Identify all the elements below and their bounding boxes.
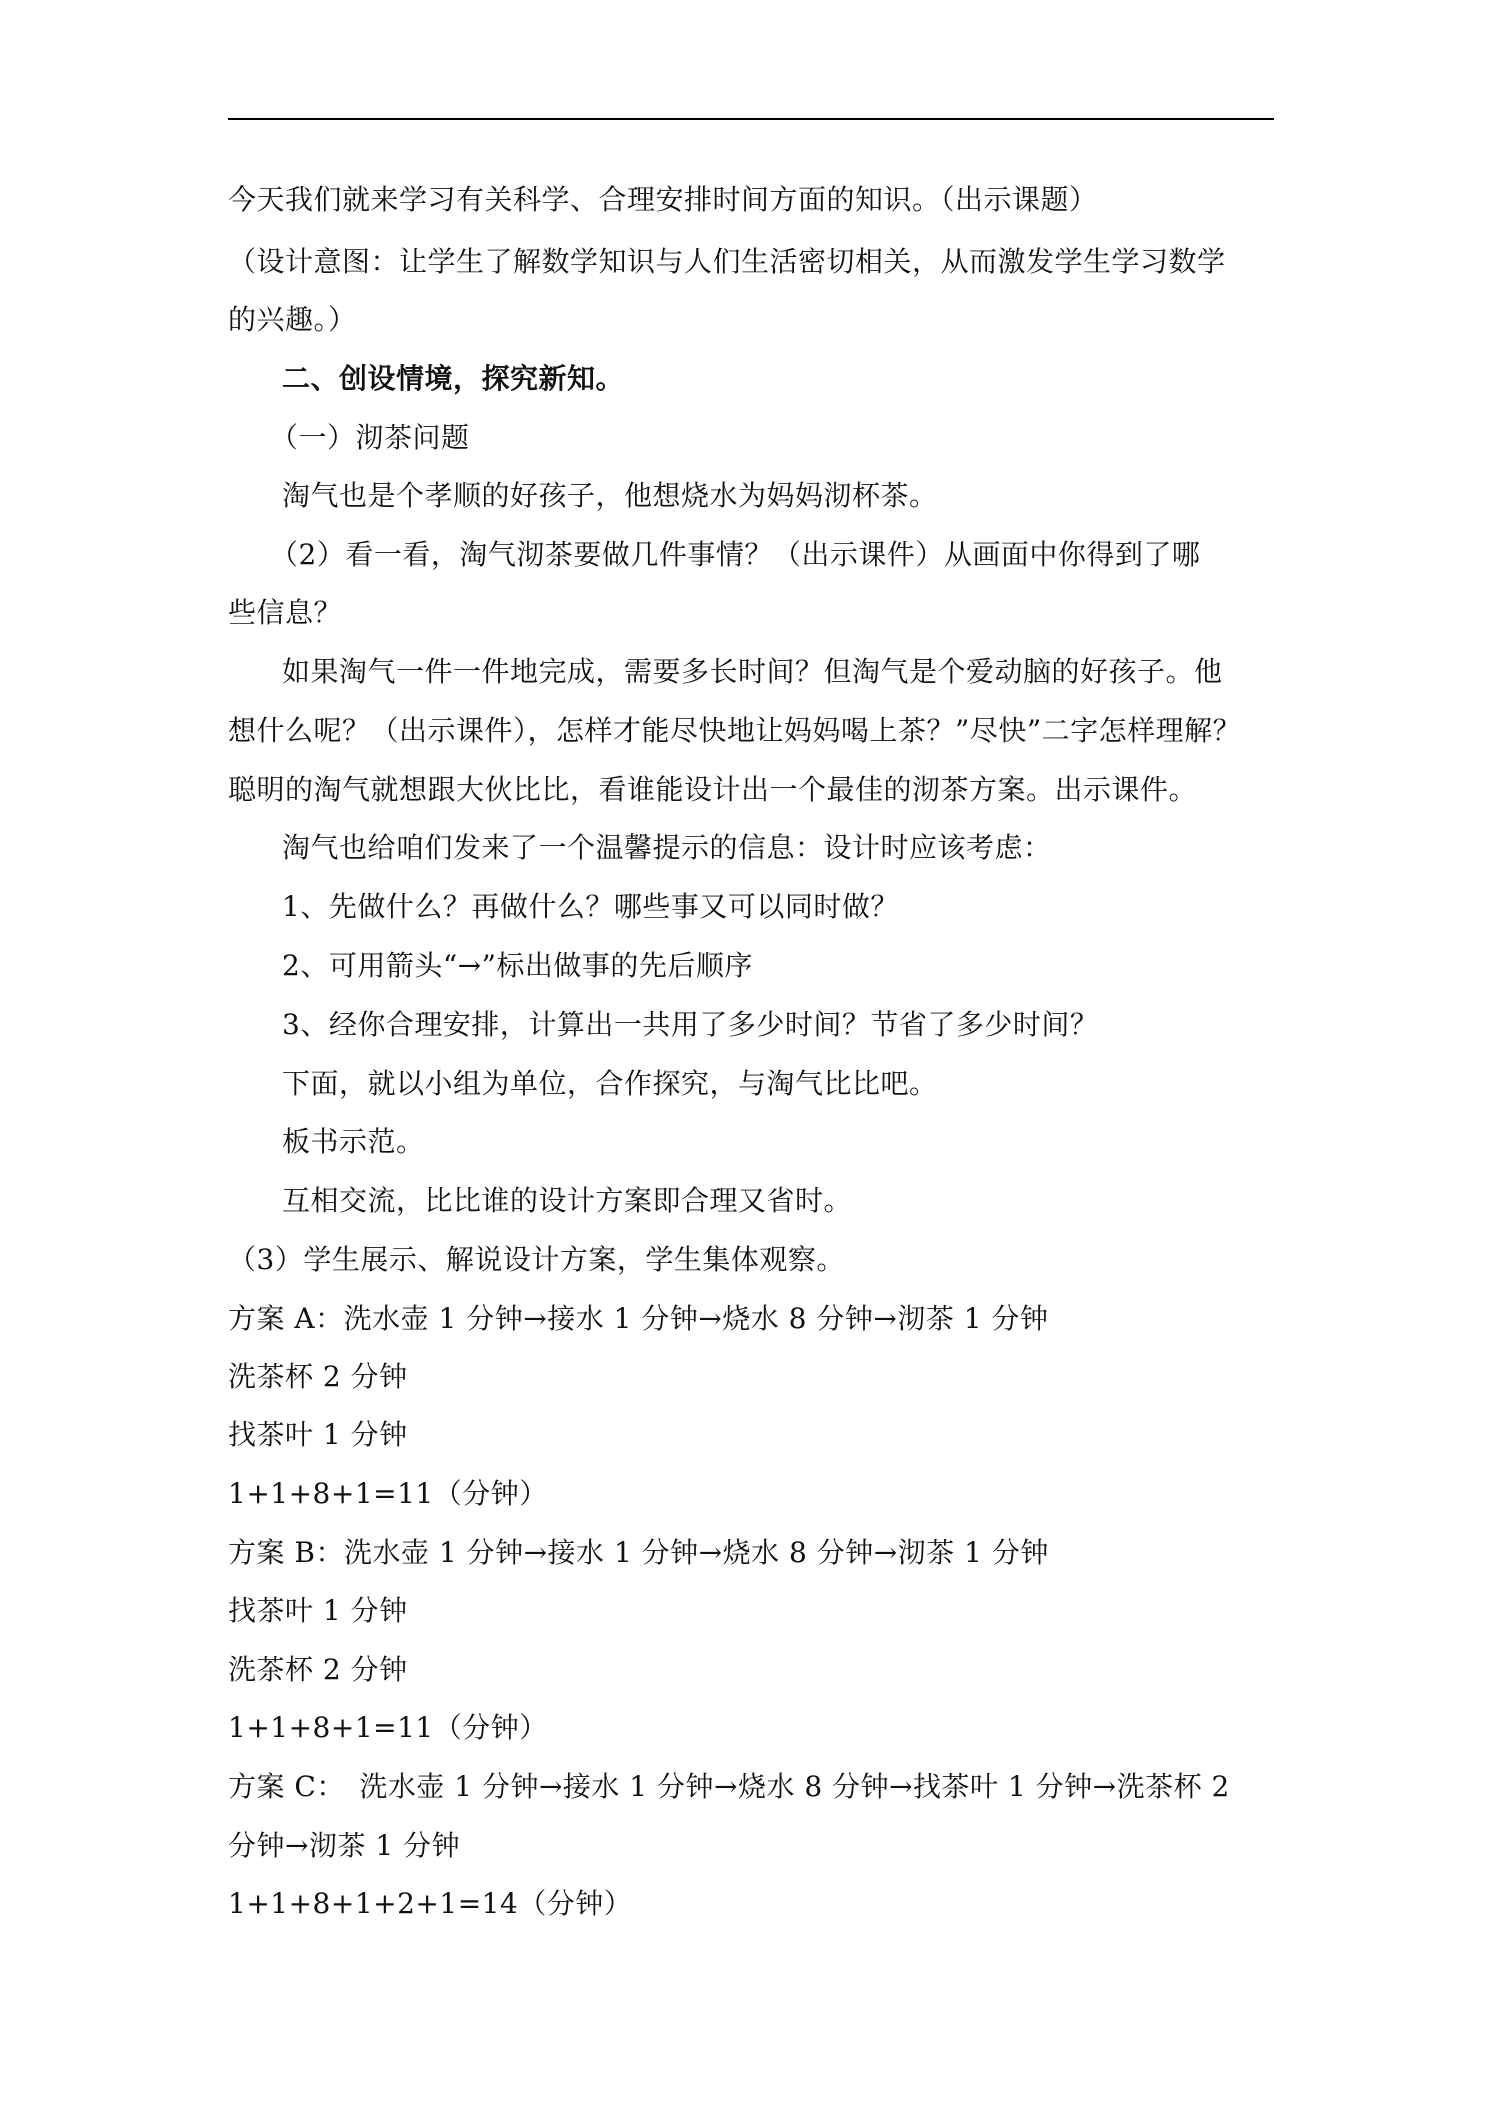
paragraph-line: 板书示范。 — [282, 1125, 425, 1158]
plan-line: 方案 B：洗水壶 1 分钟→接水 1 分钟→烧水 8 分钟→沏茶 1 分钟 — [228, 1536, 1049, 1569]
header-rule — [228, 118, 1274, 120]
plan-line: 找茶叶 1 分钟 — [228, 1418, 408, 1451]
paragraph-line: （设计意图：让学生了解数学知识与人们生活密切相关，从而激发学生学习数学 — [228, 245, 1226, 278]
plan-total: 1+1+8+1+2+1=14（分钟） — [228, 1887, 633, 1920]
list-item: 3、经你合理安排，计算出一共用了多少时间？节省了多少时间？ — [282, 1008, 1099, 1041]
plan-total: 1+1+8+1=11（分钟） — [228, 1477, 548, 1510]
paragraph-line: （3）学生展示、解说设计方案，学生集体观察。 — [228, 1243, 845, 1276]
paragraph-line: 互相交流，比比谁的设计方案即合理又省时。 — [282, 1184, 853, 1217]
plan-line: 洗茶杯 2 分钟 — [228, 1653, 408, 1686]
paragraph-line: （2）看一看，淘气沏茶要做几件事情？（出示课件）从画面中你得到了哪 — [270, 538, 1201, 571]
plan-line: 分钟→沏茶 1 分钟 — [228, 1829, 461, 1862]
paragraph-line: 淘气也是个孝顺的好孩子，他想烧水为妈妈沏杯茶。 — [282, 479, 938, 512]
plan-line: 方案 A：洗水壶 1 分钟→接水 1 分钟→烧水 8 分钟→沏茶 1 分钟 — [228, 1302, 1049, 1335]
paragraph-line: 今天我们就来学习有关科学、合理安排时间方面的知识。（出示课题） — [228, 183, 1098, 216]
plan-line: 洗茶杯 2 分钟 — [228, 1360, 408, 1393]
paragraph-line: 些信息？ — [228, 596, 343, 629]
list-item: 1、先做什么？再做什么？哪些事又可以同时做？ — [282, 890, 899, 923]
paragraph-line: 淘气也给咱们发来了一个温馨提示的信息：设计时应该考虑： — [282, 831, 1052, 864]
paragraph-line: 想什么呢？（出示课件），怎样才能尽快地让妈妈喝上茶？”尽快”二字怎样理解？ — [228, 714, 1242, 747]
subsection-heading: （一）沏茶问题 — [270, 421, 470, 454]
list-item: 2、可用箭头“→”标出做事的先后顺序 — [282, 949, 753, 982]
paragraph-line: 的兴趣。） — [228, 303, 357, 336]
section-heading: 二、创设情境，探究新知。 — [282, 362, 625, 395]
plan-total: 1+1+8+1=11（分钟） — [228, 1711, 548, 1744]
plan-line: 找茶叶 1 分钟 — [228, 1594, 408, 1627]
paragraph-line: 下面，就以小组为单位，合作探究，与淘气比比吧。 — [282, 1067, 938, 1100]
plan-line: 方案 C： 洗水壶 1 分钟→接水 1 分钟→烧水 8 分钟→找茶叶 1 分钟→洗茶杯 2 — [228, 1770, 1230, 1803]
paragraph-line: 如果淘气一件一件地完成，需要多长时间？但淘气是个爱动脑的好孩子。他 — [282, 655, 1223, 688]
paragraph-line: 聪明的淘气就想跟大伙比比，看谁能设计出一个最佳的沏茶方案。出示课件。 — [228, 773, 1198, 806]
